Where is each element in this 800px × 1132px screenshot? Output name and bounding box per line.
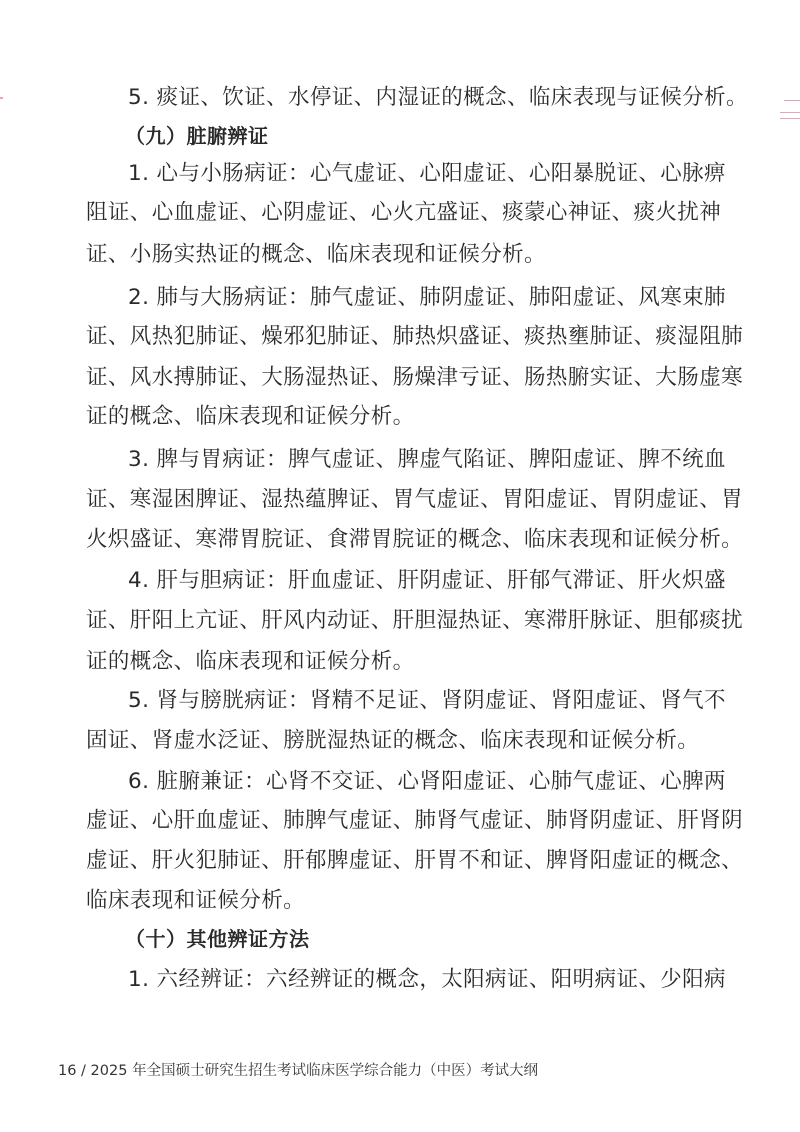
- paragraph-line: 5. 肾与膀胱病证：肾精不足证、肾阴虚证、肾阳虚证、肾气不: [128, 688, 726, 713]
- section-heading: （九）脏腑辨证: [125, 124, 269, 148]
- paragraph-line: 4. 肝与胆病证：肝血虚证、肝阴虚证、肝郁气滞证、肝火炽盛: [128, 568, 726, 593]
- paragraph-line: 3. 脾与胃病证：脾气虚证、脾虚气陷证、脾阳虚证、脾不统血: [128, 447, 726, 472]
- paragraph-line: 证、寒湿困脾证、湿热蕴脾证、胃气虚证、胃阳虚证、胃阴虚证、胃: [86, 487, 744, 512]
- left-edge-mark: [0, 97, 3, 99]
- right-edge-mark: [784, 100, 800, 101]
- paragraph-line: 证的概念、临床表现和证候分析。: [86, 649, 415, 674]
- paragraph-line: 5. 痰证、饮证、水停证、内湿证的概念、临床表现与证候分析。: [128, 85, 748, 110]
- paragraph-line: 2. 肺与大肠病证：肺气虚证、肺阴虚证、肺阳虚证、风寒束肺: [128, 285, 726, 310]
- paragraph-line: 证的概念、临床表现和证候分析。: [86, 404, 415, 429]
- paragraph-line: 虚证、心肝血虚证、肺脾气虚证、肺肾气虚证、肺肾阴虚证、肝肾阴: [86, 808, 744, 833]
- paragraph-line: 固证、肾虚水泛证、膀胱湿热证的概念、临床表现和证候分析。: [86, 728, 700, 753]
- paragraph-line: 临床表现和证候分析。: [86, 888, 306, 913]
- paragraph-line: 证、小肠实热证的概念、临床表现和证候分析。: [86, 242, 546, 267]
- right-edge-mark: [780, 112, 800, 113]
- paragraph-line: 火炽盛证、寒滞胃脘证、食滞胃脘证的概念、临床表现和证候分析。: [86, 527, 744, 552]
- paragraph-line: 1. 六经辨证：六经辨证的概念，太阳病证、阳明病证、少阳病: [128, 967, 726, 992]
- paragraph-line: 1. 心与小肠病证：心气虚证、心阳虚证、心阳暴脱证、心脉痹: [128, 161, 726, 186]
- page-footer: 16 / 2025 年全国硕士研究生招生考试临床医学综合能力（中医）考试大纲: [58, 1063, 539, 1079]
- right-edge-mark: [780, 118, 800, 119]
- paragraph-line: 虚证、肝火犯肺证、肝郁脾虚证、肝胃不和证、脾肾阳虚证的概念、: [86, 848, 744, 873]
- section-heading: （十）其他辨证方法: [125, 927, 310, 951]
- paragraph-line: 证、风水搏肺证、大肠湿热证、肠燥津亏证、肠热腑实证、大肠虚寒: [86, 365, 744, 390]
- paragraph-line: 证、肝阳上亢证、肝风内动证、肝胆湿热证、寒滞肝脉证、胆郁痰扰: [86, 608, 744, 633]
- paragraph-line: 阻证、心血虚证、心阴虚证、心火亢盛证、痰蒙心神证、痰火扰神: [86, 200, 722, 225]
- paragraph-line: 6. 脏腑兼证：心肾不交证、心肾阳虚证、心肺气虚证、心脾两: [128, 769, 726, 794]
- paragraph-line: 证、风热犯肺证、燥邪犯肺证、肺热炽盛证、痰热壅肺证、痰湿阻肺: [86, 324, 744, 349]
